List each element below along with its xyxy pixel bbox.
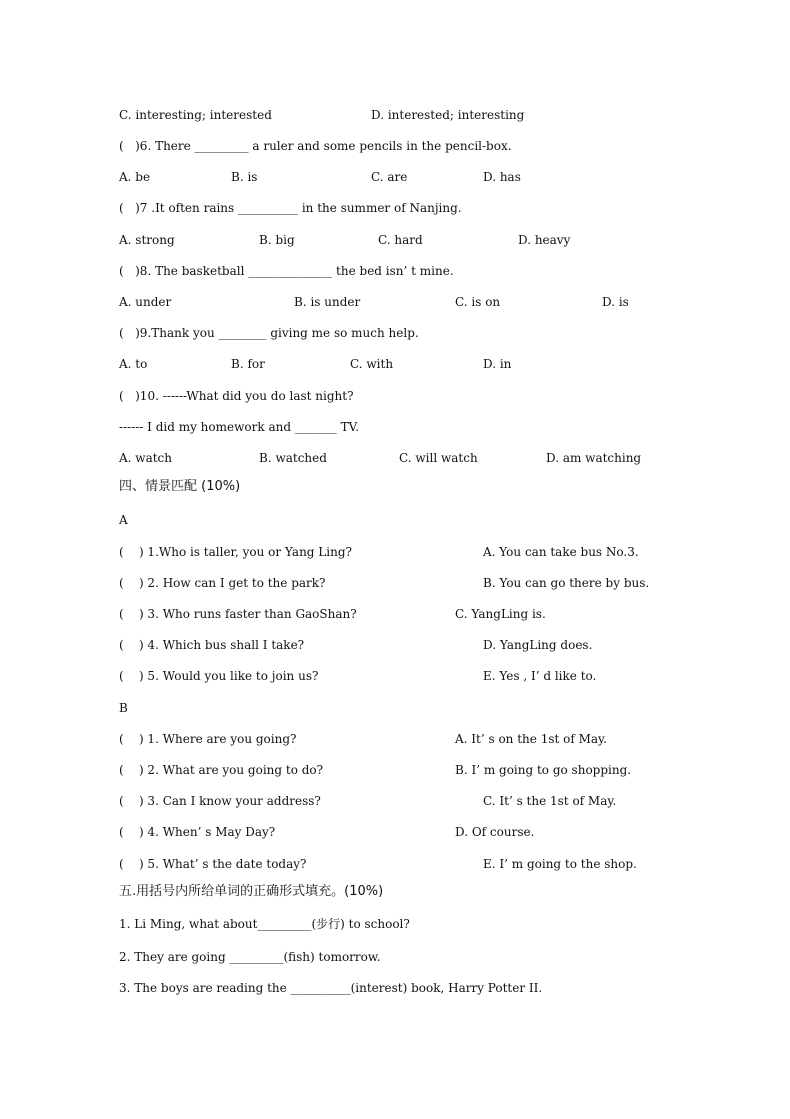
section4-part-b-label: B (119, 701, 128, 715)
q9-option-b: B. for (231, 357, 265, 371)
part-b-answer-d: D. Of course. (455, 825, 535, 839)
q9-stem: ( )9.Thank you ________ giving me so much help. (119, 326, 419, 340)
section5-item-2: 2. They are going _________(fish) tomorrow. (119, 950, 381, 964)
q10-option-b: B. watched (259, 451, 327, 465)
q9-option-d: D. in (483, 357, 512, 371)
q10-option-a: A. watch (119, 451, 172, 465)
section4-part-a-label: A (119, 513, 128, 527)
part-b-answer-c: C. It’ s the 1st of May. (483, 794, 617, 808)
part-a-answer-c: C. YangLing is. (455, 607, 546, 621)
section5-item-3: 3. The boys are reading the __________(interest) book, Harry Potter II. (119, 981, 543, 995)
q7-option-c: C. hard (378, 233, 423, 247)
part-a-question-2: ( ) 2. How can I get to the park? (119, 576, 326, 590)
q6-stem: ( )6. There _________ a ruler and some pencils in the pencil-box. (119, 139, 512, 153)
q9-option-a: A. to (119, 357, 148, 371)
q9-option-c: C. with (350, 357, 394, 371)
part-b-answer-e: E. I’ m going to the shop. (483, 857, 637, 871)
q10-option-c: C. will watch (399, 451, 478, 465)
part-b-question-1: ( ) 1. Where are you going? (119, 732, 297, 746)
part-a-answer-d: D. YangLing does. (483, 638, 593, 652)
q8-option-a: A. under (119, 295, 172, 309)
q7-option-a: A. strong (119, 233, 175, 247)
section4-title: 四、情景匹配 (10%) (119, 479, 241, 494)
section5-item-1: 1. Li Ming, what about_________(步行) to school? (119, 917, 410, 931)
q5-option-d: D. interested; interesting (371, 108, 525, 122)
part-b-question-5: ( ) 5. What’ s the date today? (119, 857, 307, 871)
q7-option-d: D. heavy (518, 233, 571, 247)
q5-option-c: C. interesting; interested (119, 108, 272, 122)
q8-option-c: C. is on (455, 295, 501, 309)
q6-option-a: A. be (119, 170, 151, 184)
q7-option-b: B. big (259, 233, 295, 247)
part-a-answer-a: A. You can take bus No.3. (483, 545, 639, 559)
q7-stem: ( )7 .It often rains __________ in the summer of Nanjing. (119, 201, 462, 215)
q8-option-d: D. is (602, 295, 629, 309)
q6-option-d: D. has (483, 170, 521, 184)
section5-title: 五.用括号内所给单词的正确形式填充。(10%) (119, 884, 384, 899)
q10-option-d: D. am watching (546, 451, 642, 465)
q8-stem: ( )8. The basketball ______________ the bed isn’ t mine. (119, 264, 454, 278)
q8-option-b: B. is under (294, 295, 361, 309)
part-a-answer-b: B. You can go there by bus. (483, 576, 650, 590)
part-b-question-4: ( ) 4. When’ s May Day? (119, 825, 276, 839)
part-b-question-3: ( ) 3. Can I know your address? (119, 794, 321, 808)
part-a-question-1: ( ) 1.Who is taller, you or Yang Ling? (119, 545, 352, 559)
q10-stem: ( )10. ------What did you do last night? (119, 389, 354, 403)
part-a-question-5: ( ) 5. Would you like to join us? (119, 669, 319, 683)
part-a-question-3: ( ) 3. Who runs faster than GaoShan? (119, 607, 357, 621)
part-a-question-4: ( ) 4. Which bus shall I take? (119, 638, 305, 652)
part-b-answer-b: B. I’ m going to go shopping. (455, 763, 632, 777)
q6-option-c: C. are (371, 170, 408, 184)
part-a-answer-e: E. Yes , I’ d like to. (483, 669, 597, 683)
q6-option-b: B. is (231, 170, 258, 184)
part-b-answer-a: A. It’ s on the 1st of May. (455, 732, 608, 746)
q10-reply: ------ I did my homework and _______ TV. (119, 420, 360, 434)
part-b-question-2: ( ) 2. What are you going to do? (119, 763, 324, 777)
